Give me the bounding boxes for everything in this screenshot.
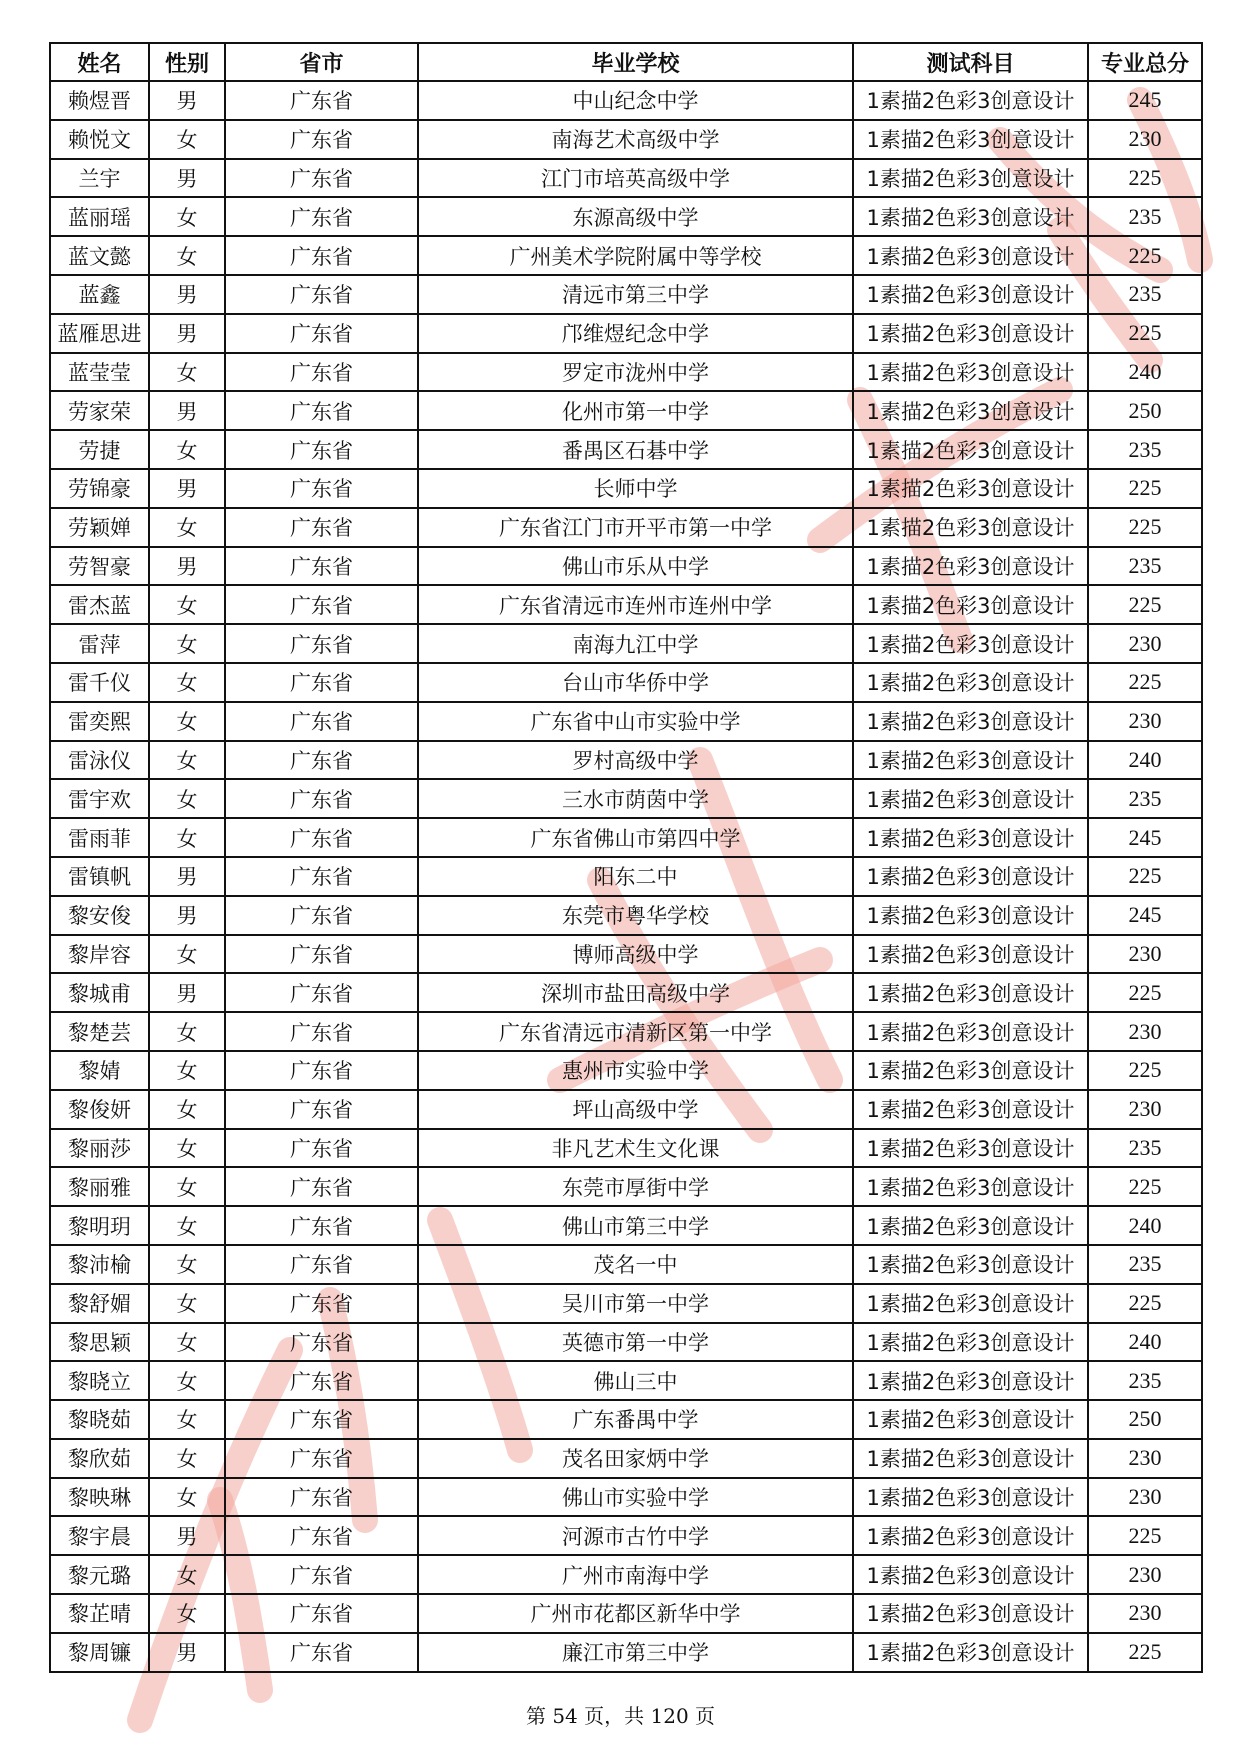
cell-subjects: 1素描2色彩3创意设计	[853, 236, 1088, 275]
table-row	[50, 857, 1202, 896]
cell-name: 黎楚芸	[50, 1012, 149, 1051]
cell-school: 惠州市实验中学	[418, 1051, 853, 1090]
header-name: 姓名	[50, 43, 149, 81]
cell-name: 雷千仪	[50, 663, 149, 702]
header-subjects: 测试科目	[853, 43, 1088, 81]
cell-province: 广东省	[225, 1090, 418, 1129]
table-row	[50, 81, 1202, 120]
cell-gender: 女	[149, 741, 225, 780]
cell-province: 广东省	[225, 1206, 418, 1245]
cell-gender: 女	[149, 1594, 225, 1633]
cell-gender: 女	[149, 1167, 225, 1206]
cell-subjects: 1素描2色彩3创意设计	[853, 197, 1088, 236]
cell-province: 广东省	[225, 896, 418, 935]
header-gender: 性别	[149, 43, 225, 81]
cell-province: 广东省	[225, 547, 418, 586]
cell-school: 中山纪念中学	[418, 81, 853, 120]
cell-province: 广东省	[225, 1516, 418, 1555]
cell-province: 广东省	[225, 1245, 418, 1284]
cell-school: 东源高级中学	[418, 197, 853, 236]
cell-province: 广东省	[225, 1051, 418, 1090]
cell-subjects: 1素描2色彩3创意设计	[853, 896, 1088, 935]
cell-school: 台山市华侨中学	[418, 663, 853, 702]
table-row	[50, 159, 1202, 198]
header-province: 省市	[225, 43, 418, 81]
cell-subjects: 1素描2色彩3创意设计	[853, 973, 1088, 1012]
cell-subjects: 1素描2色彩3创意设计	[853, 1361, 1088, 1400]
table-row	[50, 585, 1202, 624]
cell-subjects: 1素描2色彩3创意设计	[853, 1439, 1088, 1478]
cell-subjects: 1素描2色彩3创意设计	[853, 1594, 1088, 1633]
cell-school: 佛山市第三中学	[418, 1206, 853, 1245]
cell-school: 广东省中山市实验中学	[418, 702, 853, 741]
cell-score: 230	[1088, 702, 1202, 741]
cell-subjects: 1素描2色彩3创意设计	[853, 702, 1088, 741]
header-total-score: 专业总分	[1088, 43, 1202, 81]
table-row	[50, 353, 1202, 392]
cell-school: 广东省江门市开平市第一中学	[418, 508, 853, 547]
cell-subjects: 1素描2色彩3创意设计	[853, 469, 1088, 508]
cell-score: 225	[1088, 469, 1202, 508]
cell-subjects: 1素描2色彩3创意设计	[853, 314, 1088, 353]
cell-name: 黎城甫	[50, 973, 149, 1012]
cell-name: 黎丽莎	[50, 1129, 149, 1168]
cell-province: 广东省	[225, 702, 418, 741]
cell-subjects: 1素描2色彩3创意设计	[853, 1400, 1088, 1439]
cell-province: 广东省	[225, 1478, 418, 1517]
cell-school: 广州市花都区新华中学	[418, 1594, 853, 1633]
cell-score: 235	[1088, 779, 1202, 818]
cell-gender: 女	[149, 1206, 225, 1245]
cell-name: 黎映琳	[50, 1478, 149, 1517]
cell-subjects: 1素描2色彩3创意设计	[853, 1245, 1088, 1284]
table-row	[50, 663, 1202, 702]
cell-province: 广东省	[225, 469, 418, 508]
cell-name: 蓝莹莹	[50, 353, 149, 392]
cell-name: 黎元璐	[50, 1555, 149, 1594]
cell-gender: 男	[149, 1633, 225, 1672]
cell-name: 黎岸容	[50, 935, 149, 974]
cell-school: 清远市第三中学	[418, 275, 853, 314]
cell-province: 广东省	[225, 314, 418, 353]
cell-school: 佛山市实验中学	[418, 1478, 853, 1517]
cell-score: 235	[1088, 197, 1202, 236]
cell-gender: 女	[149, 430, 225, 469]
cell-subjects: 1素描2色彩3创意设计	[853, 818, 1088, 857]
cell-name: 黎晓茹	[50, 1400, 149, 1439]
cell-gender: 男	[149, 391, 225, 430]
cell-gender: 女	[149, 353, 225, 392]
cell-province: 广东省	[225, 1323, 418, 1362]
table-row	[50, 120, 1202, 159]
cell-province: 广东省	[225, 585, 418, 624]
cell-subjects: 1素描2色彩3创意设计	[853, 935, 1088, 974]
cell-school: 长师中学	[418, 469, 853, 508]
cell-name: 黎安俊	[50, 896, 149, 935]
cell-name: 黎周镰	[50, 1633, 149, 1672]
cell-gender: 女	[149, 120, 225, 159]
table-row	[50, 275, 1202, 314]
cell-province: 广东省	[225, 197, 418, 236]
table-row	[50, 702, 1202, 741]
cell-subjects: 1素描2色彩3创意设计	[853, 353, 1088, 392]
cell-score: 225	[1088, 314, 1202, 353]
cell-school: 广州市南海中学	[418, 1555, 853, 1594]
table-row	[50, 741, 1202, 780]
cell-name: 黎思颖	[50, 1323, 149, 1362]
cell-province: 广东省	[225, 430, 418, 469]
cell-province: 广东省	[225, 159, 418, 198]
cell-gender: 女	[149, 1090, 225, 1129]
cell-gender: 女	[149, 1400, 225, 1439]
table-row	[50, 1516, 1202, 1555]
cell-gender: 男	[149, 857, 225, 896]
cell-subjects: 1素描2色彩3创意设计	[853, 81, 1088, 120]
cell-subjects: 1素描2色彩3创意设计	[853, 1323, 1088, 1362]
cell-school: 罗村高级中学	[418, 741, 853, 780]
cell-gender: 男	[149, 314, 225, 353]
table-row	[50, 1129, 1202, 1168]
cell-name: 雷雨菲	[50, 818, 149, 857]
cell-name: 黎芷晴	[50, 1594, 149, 1633]
cell-subjects: 1素描2色彩3创意设计	[853, 624, 1088, 663]
cell-school: 广东省佛山市第四中学	[418, 818, 853, 857]
cell-province: 广东省	[225, 624, 418, 663]
cell-name: 劳家荣	[50, 391, 149, 430]
cell-province: 广东省	[225, 1361, 418, 1400]
cell-gender: 女	[149, 935, 225, 974]
cell-subjects: 1素描2色彩3创意设计	[853, 1051, 1088, 1090]
cell-name: 兰宇	[50, 159, 149, 198]
cell-gender: 男	[149, 81, 225, 120]
cell-school: 吴川市第一中学	[418, 1284, 853, 1323]
cell-score: 235	[1088, 430, 1202, 469]
cell-school: 佛山三中	[418, 1361, 853, 1400]
cell-gender: 女	[149, 1245, 225, 1284]
cell-province: 广东省	[225, 353, 418, 392]
table-row	[50, 1361, 1202, 1400]
cell-province: 广东省	[225, 1400, 418, 1439]
cell-subjects: 1素描2色彩3创意设计	[853, 857, 1088, 896]
cell-gender: 女	[149, 197, 225, 236]
cell-gender: 女	[149, 236, 225, 275]
cell-name: 黎沛榆	[50, 1245, 149, 1284]
cell-gender: 女	[149, 1439, 225, 1478]
cell-gender: 女	[149, 1478, 225, 1517]
cell-name: 雷宇欢	[50, 779, 149, 818]
cell-subjects: 1素描2色彩3创意设计	[853, 779, 1088, 818]
cell-province: 广东省	[225, 1012, 418, 1051]
cell-school: 三水市荫茵中学	[418, 779, 853, 818]
cell-province: 广东省	[225, 1555, 418, 1594]
cell-school: 河源市古竹中学	[418, 1516, 853, 1555]
table-row	[50, 1012, 1202, 1051]
cell-name: 蓝丽瑶	[50, 197, 149, 236]
cell-province: 广东省	[225, 973, 418, 1012]
table-row	[50, 1439, 1202, 1478]
results-sheet	[49, 42, 1201, 1673]
cell-name: 雷奕熙	[50, 702, 149, 741]
cell-name: 黎俊妍	[50, 1090, 149, 1129]
cell-subjects: 1素描2色彩3创意设计	[853, 1633, 1088, 1672]
table-row	[50, 1245, 1202, 1284]
cell-score: 230	[1088, 1439, 1202, 1478]
table-row	[50, 314, 1202, 353]
cell-score: 225	[1088, 1633, 1202, 1672]
cell-score: 235	[1088, 1361, 1202, 1400]
cell-province: 广东省	[225, 935, 418, 974]
table-row	[50, 973, 1202, 1012]
cell-province: 广东省	[225, 741, 418, 780]
results-table	[49, 42, 1203, 1673]
cell-province: 广东省	[225, 1633, 418, 1672]
cell-school: 博师高级中学	[418, 935, 853, 974]
table-row	[50, 430, 1202, 469]
cell-gender: 女	[149, 585, 225, 624]
cell-score: 230	[1088, 1478, 1202, 1517]
table-row	[50, 1555, 1202, 1594]
cell-school: 非凡艺术生文化课	[418, 1129, 853, 1168]
table-row	[50, 236, 1202, 275]
cell-score: 225	[1088, 1516, 1202, 1555]
cell-score: 230	[1088, 1012, 1202, 1051]
cell-subjects: 1素描2色彩3创意设计	[853, 1478, 1088, 1517]
cell-gender: 女	[149, 1129, 225, 1168]
table-row	[50, 469, 1202, 508]
cell-school: 南海九江中学	[418, 624, 853, 663]
cell-province: 广东省	[225, 1594, 418, 1633]
cell-school: 化州市第一中学	[418, 391, 853, 430]
cell-gender: 女	[149, 1284, 225, 1323]
cell-subjects: 1素描2色彩3创意设计	[853, 585, 1088, 624]
cell-school: 广州美术学院附属中等学校	[418, 236, 853, 275]
cell-gender: 女	[149, 1323, 225, 1362]
cell-name: 蓝雁思进	[50, 314, 149, 353]
cell-gender: 男	[149, 469, 225, 508]
cell-subjects: 1素描2色彩3创意设计	[853, 1129, 1088, 1168]
cell-school: 英德市第一中学	[418, 1323, 853, 1362]
cell-subjects: 1素描2色彩3创意设计	[853, 430, 1088, 469]
cell-province: 广东省	[225, 663, 418, 702]
cell-province: 广东省	[225, 779, 418, 818]
cell-score: 225	[1088, 1167, 1202, 1206]
cell-gender: 女	[149, 1012, 225, 1051]
cell-subjects: 1素描2色彩3创意设计	[853, 391, 1088, 430]
cell-score: 230	[1088, 120, 1202, 159]
cell-score: 250	[1088, 391, 1202, 430]
cell-school: 东莞市厚街中学	[418, 1167, 853, 1206]
cell-score: 240	[1088, 353, 1202, 392]
cell-subjects: 1素描2色彩3创意设计	[853, 275, 1088, 314]
cell-name: 赖悦文	[50, 120, 149, 159]
cell-gender: 女	[149, 702, 225, 741]
cell-province: 广东省	[225, 120, 418, 159]
cell-score: 225	[1088, 508, 1202, 547]
cell-province: 广东省	[225, 236, 418, 275]
table-row	[50, 1167, 1202, 1206]
cell-name: 黎舒媚	[50, 1284, 149, 1323]
cell-name: 雷镇帆	[50, 857, 149, 896]
table-body	[50, 81, 1202, 1672]
table-row	[50, 1400, 1202, 1439]
cell-province: 广东省	[225, 1167, 418, 1206]
cell-name: 赖煜晋	[50, 81, 149, 120]
cell-gender: 女	[149, 779, 225, 818]
cell-score: 225	[1088, 1284, 1202, 1323]
cell-score: 230	[1088, 1090, 1202, 1129]
page-footer: 第 54 页，共 120 页	[525, 1704, 716, 1728]
cell-score: 245	[1088, 896, 1202, 935]
cell-gender: 女	[149, 1555, 225, 1594]
cell-subjects: 1素描2色彩3创意设计	[853, 1516, 1088, 1555]
cell-score: 230	[1088, 1594, 1202, 1633]
table-row	[50, 935, 1202, 974]
cell-score: 230	[1088, 624, 1202, 663]
cell-score: 235	[1088, 1129, 1202, 1168]
cell-score: 240	[1088, 1323, 1202, 1362]
cell-gender: 女	[149, 818, 225, 857]
cell-gender: 男	[149, 973, 225, 1012]
cell-score: 240	[1088, 741, 1202, 780]
cell-score: 225	[1088, 236, 1202, 275]
cell-score: 225	[1088, 159, 1202, 198]
cell-name: 劳智豪	[50, 547, 149, 586]
cell-school: 邝维煜纪念中学	[418, 314, 853, 353]
cell-school: 广东省清远市连州市连州中学	[418, 585, 853, 624]
cell-score: 235	[1088, 275, 1202, 314]
cell-school: 阳东二中	[418, 857, 853, 896]
table-row	[50, 391, 1202, 430]
cell-province: 广东省	[225, 81, 418, 120]
table-row	[50, 1206, 1202, 1245]
cell-name: 黎欣茹	[50, 1439, 149, 1478]
table-row	[50, 508, 1202, 547]
cell-score: 245	[1088, 81, 1202, 120]
cell-subjects: 1素描2色彩3创意设计	[853, 1284, 1088, 1323]
cell-gender: 男	[149, 547, 225, 586]
cell-subjects: 1素描2色彩3创意设计	[853, 663, 1088, 702]
cell-subjects: 1素描2色彩3创意设计	[853, 508, 1088, 547]
cell-school: 广东番禺中学	[418, 1400, 853, 1439]
cell-school: 罗定市泷州中学	[418, 353, 853, 392]
cell-gender: 女	[149, 1361, 225, 1400]
cell-score: 245	[1088, 818, 1202, 857]
cell-score: 235	[1088, 1245, 1202, 1284]
table-row	[50, 1051, 1202, 1090]
table-row	[50, 818, 1202, 857]
cell-gender: 男	[149, 275, 225, 314]
cell-score: 225	[1088, 585, 1202, 624]
cell-province: 广东省	[225, 508, 418, 547]
table-row	[50, 547, 1202, 586]
cell-school: 江门市培英高级中学	[418, 159, 853, 198]
table-row	[50, 779, 1202, 818]
cell-gender: 男	[149, 159, 225, 198]
cell-score: 225	[1088, 973, 1202, 1012]
cell-name: 劳颖婵	[50, 508, 149, 547]
cell-school: 坪山高级中学	[418, 1090, 853, 1129]
table-row	[50, 1633, 1202, 1672]
cell-subjects: 1素描2色彩3创意设计	[853, 1555, 1088, 1594]
cell-school: 廉江市第三中学	[418, 1633, 853, 1672]
table-header-row	[50, 43, 1202, 81]
cell-score: 235	[1088, 547, 1202, 586]
cell-name: 黎明玥	[50, 1206, 149, 1245]
cell-score: 230	[1088, 1555, 1202, 1594]
cell-name: 蓝鑫	[50, 275, 149, 314]
cell-province: 广东省	[225, 391, 418, 430]
cell-name: 黎丽雅	[50, 1167, 149, 1206]
cell-province: 广东省	[225, 1284, 418, 1323]
cell-name: 黎宇晨	[50, 1516, 149, 1555]
cell-name: 黎婧	[50, 1051, 149, 1090]
cell-score: 230	[1088, 935, 1202, 974]
cell-name: 劳捷	[50, 430, 149, 469]
cell-gender: 女	[149, 624, 225, 663]
cell-province: 广东省	[225, 857, 418, 896]
cell-school: 广东省清远市清新区第一中学	[418, 1012, 853, 1051]
cell-name: 黎晓立	[50, 1361, 149, 1400]
cell-school: 茂名一中	[418, 1245, 853, 1284]
cell-gender: 男	[149, 896, 225, 935]
cell-score: 250	[1088, 1400, 1202, 1439]
cell-school: 南海艺术高级中学	[418, 120, 853, 159]
table-row	[50, 1323, 1202, 1362]
table-row	[50, 1284, 1202, 1323]
table-row	[50, 1478, 1202, 1517]
table-row	[50, 1090, 1202, 1129]
cell-province: 广东省	[225, 1439, 418, 1478]
cell-gender: 女	[149, 1051, 225, 1090]
cell-subjects: 1素描2色彩3创意设计	[853, 1167, 1088, 1206]
table-row	[50, 896, 1202, 935]
cell-gender: 男	[149, 1516, 225, 1555]
cell-subjects: 1素描2色彩3创意设计	[853, 1090, 1088, 1129]
cell-province: 广东省	[225, 818, 418, 857]
cell-name: 雷萍	[50, 624, 149, 663]
cell-gender: 女	[149, 508, 225, 547]
cell-subjects: 1素描2色彩3创意设计	[853, 547, 1088, 586]
header-school: 毕业学校	[418, 43, 853, 81]
table-row	[50, 624, 1202, 663]
cell-province: 广东省	[225, 1129, 418, 1168]
cell-score: 240	[1088, 1206, 1202, 1245]
cell-subjects: 1素描2色彩3创意设计	[853, 1012, 1088, 1051]
cell-score: 225	[1088, 663, 1202, 702]
cell-name: 雷泳仪	[50, 741, 149, 780]
table-row	[50, 1594, 1202, 1633]
cell-school: 茂名田家炳中学	[418, 1439, 853, 1478]
cell-name: 蓝文懿	[50, 236, 149, 275]
cell-subjects: 1素描2色彩3创意设计	[853, 120, 1088, 159]
cell-school: 东莞市粤华学校	[418, 896, 853, 935]
cell-subjects: 1素描2色彩3创意设计	[853, 159, 1088, 198]
cell-subjects: 1素描2色彩3创意设计	[853, 741, 1088, 780]
cell-subjects: 1素描2色彩3创意设计	[853, 1206, 1088, 1245]
cell-name: 劳锦豪	[50, 469, 149, 508]
cell-school: 番禺区石碁中学	[418, 430, 853, 469]
cell-school: 深圳市盐田高级中学	[418, 973, 853, 1012]
cell-score: 225	[1088, 857, 1202, 896]
table-row	[50, 197, 1202, 236]
cell-province: 广东省	[225, 275, 418, 314]
cell-school: 佛山市乐从中学	[418, 547, 853, 586]
cell-score: 225	[1088, 1051, 1202, 1090]
cell-name: 雷杰蓝	[50, 585, 149, 624]
cell-gender: 女	[149, 663, 225, 702]
